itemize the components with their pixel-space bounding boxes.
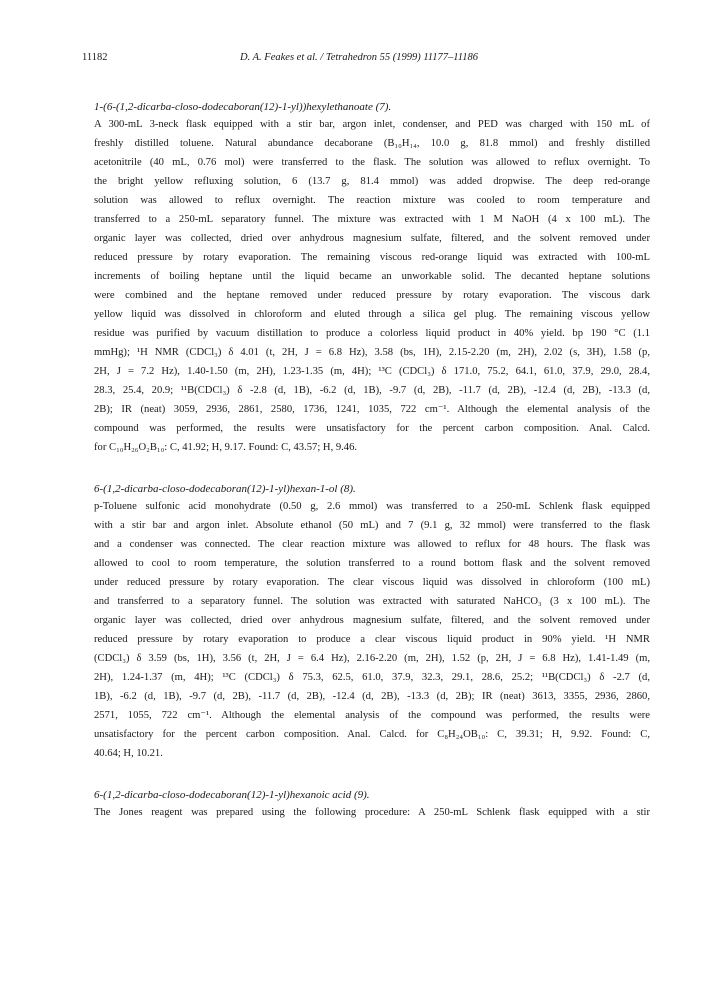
body-line: organic layer was collected, dried over anhydrous magnesium sulfate, filtered, and the solvent removed under [94, 233, 650, 244]
body-line: 2H, J = 7.2 Hz), 1.40-1.50 (m, 2H), 1.23-1.35 (m, 4H); ¹³C (CDCl₃) δ 171.0, 75.2, 64.1, 61.0, 37.9, 29.0, 28.4, [94, 366, 650, 377]
body-line: mmHg); ¹H NMR (CDCl₃) δ 4.01 (t, 2H, J = 6.8 Hz), 3.58 (bs, 1H), 2.15-2.20 (m, 2H), 2.02 (s, 3H), 1.58 (p, [94, 347, 650, 358]
body-line: residue was purified by vacuum distillation to produce a colorless liquid product in 40% yield. bp 190 °C (1.1 [94, 328, 650, 339]
body-line: reduced pressure by rotary evaporation to produce a clear viscous liquid product in 90% yield. ¹H NMR [94, 634, 650, 645]
body-line: under reduced pressure by rotary evaporation. The clear viscous liquid was dissolved in chloroform (100 mL) [94, 577, 650, 588]
body-line: and transferred to a separatory funnel. The solution was extracted with saturated NaHCO₃ (3 x 100 mL). The [94, 596, 650, 607]
body-line: 2571, 1055, 722 cm⁻¹. Although the elemental analysis of the compound was performed, the results were [94, 710, 650, 721]
body-line: with a stir bar and argon inlet. Absolute ethanol (50 mL) and 7 (9.1 g, 32 mmol) were transferred to the flask [94, 520, 650, 531]
body-line: for C₁₀H₂₆O₂B₁₀: C, 41.92; H, 9.17. Found: C, 43.57; H, 9.46. [94, 442, 358, 453]
body-line: compound was performed, the results were unsatisfactory for the percent carbon composition. Anal. Calcd. [94, 423, 650, 434]
running-head-citation: D. A. Feakes et al. / Tetrahedron 55 (1999) 11177–11186 [240, 52, 478, 63]
body-line: solution was allowed to reflux overnight. The reaction mixture was cooled to room temperature and [94, 195, 650, 206]
body-line: (CDCl₃) δ 3.59 (bs, 1H), 3.56 (t, 2H, J = 6.4 Hz), 2.16-2.20 (m, 2H), 1.52 (p, 2H, J = 6.8 Hz), 1.41-1.49 (m, [94, 653, 650, 664]
body-line: A 300-mL 3-neck flask equipped with a stir bar, argon inlet, condenser, and PED was charged with 150 mL of [94, 119, 650, 130]
body-line: were combined and the heptane removed under reduced pressure by rotary evaporation. The viscous dark [94, 290, 650, 301]
body-line: unsatisfactory for the percent carbon composition. Anal. Calcd. for C₈H₂₄OB₁₀: C, 39.31; H, 9.92. Found: C, [94, 729, 650, 740]
section-compound-8 [94, 482, 650, 763]
body-line: acetonitrile (40 mL, 0.76 mol) were transferred to the flask. The solution was allowed to reflux overnight. To [94, 157, 650, 168]
body-line: reduced pressure by rotary evaporation. The remaining viscous red-orange liquid was extracted with 100-mL [94, 252, 650, 263]
body-line: 2B); IR (neat) 3059, 2936, 2861, 2580, 1736, 1241, 1035, 722 cm⁻¹. Although the elemental analysis of the [94, 404, 650, 415]
body-line: 1B), -6.2 (d, 1B), -9.7 (d, 2B), -11.7 (d, 2B), -12.4 (d, 2B), -13.3 (d, 2B); IR (neat) 3613, 3355, 2936, 2860, [94, 691, 650, 702]
body-line: allowed to cool to room temperature, the solution transferred to a round bottom flask and the solvent removed [94, 558, 650, 569]
body-line: increments of boiling heptane until the liquid became an unworkable solid. The decanted heptane solutions [94, 271, 650, 282]
section-title: 1-(6-(1,2-dicarba-closo-dodecaboran(12)-1-yl))hexylethanoate (7). [94, 101, 392, 113]
section-title: 6-(1,2-dicarba-closo-dodecaboran(12)-1-yl)hexan-1-ol (8). [94, 483, 356, 495]
body-line: 28.3, 25.4, 20.9; ¹¹B(CDCl₃) δ -2.8 (d, 1B), -6.2 (d, 1B), -9.7 (d, 2B), -11.7 (d, 2B), -12.4 (d, 2B), -13.3 (d, [94, 385, 650, 396]
page-number: 11182 [82, 52, 108, 63]
section-compound-7 [94, 100, 650, 457]
section-title: 6-(1,2-dicarba-closo-dodecaboran(12)-1-yl)hexanoic acid (9). [94, 789, 370, 801]
body-line: p-Toluene sulfonic acid monohydrate (0.50 g, 2.6 mmol) was transferred to a 250-mL Schlenk flask equipped [94, 501, 650, 512]
body-line: transferred to a 250-mL separatory funnel. The mixture was extracted with 1 M NaOH (4 x 100 mL). The [94, 214, 650, 225]
section-body [94, 497, 650, 763]
running-header [82, 52, 620, 66]
body-line: yellow liquid was dissolved in chloroform and eluted through a silica gel plug. The remaining viscous yellow [94, 309, 650, 320]
body-line: The Jones reagent was prepared using the following procedure: A 250-mL Schlenk flask equipped with a stir [94, 807, 650, 818]
section-body [94, 803, 650, 822]
body-line: the bright yellow refluxing solution, 6 (13.7 g, 81.4 mmol) was added dropwise. The deep red-orange [94, 176, 650, 187]
section-compound-9 [94, 788, 650, 822]
body-line: 2H), 1.24-1.37 (m, 4H); ¹³C (CDCl₃) δ 75.3, 62.5, 61.0, 37.9, 32.3, 29.1, 28.6, 25.2; ¹¹B(CDCl₃) δ -2.7 (d, [94, 672, 650, 683]
section-body [94, 115, 650, 457]
body-line: freshly distilled toluene. Natural abundance decaborane (B₁₀H₁₄, 10.0 g, 81.8 mmol) and freshly distilled [94, 138, 650, 149]
body-line: organic layer was collected, dried over anhydrous magnesium sulfate, filtered, and the solvent removed under [94, 615, 650, 626]
body-line: and a condenser was connected. The clear reaction mixture was allowed to reflux for 48 hours. The flask was [94, 539, 650, 550]
body-line: 40.64; H, 10.21. [94, 748, 163, 759]
